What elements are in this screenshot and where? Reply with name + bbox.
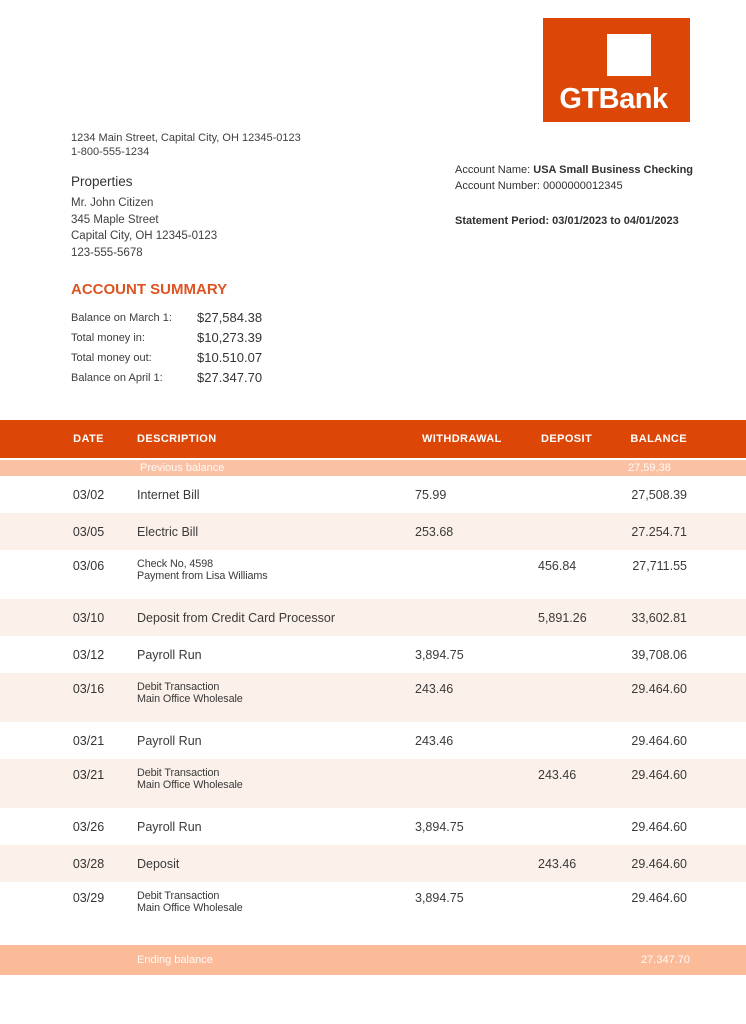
gtbank-logo-square-icon [607,34,651,76]
transaction-description [137,857,415,871]
transaction-deposit [530,882,628,891]
account-summary-title: ACCOUNT SUMMARY [71,281,228,298]
ending-balance-value: 27.347.70 [641,954,690,966]
account-summary [71,281,262,388]
description-line2: Main Office Wholesale [137,692,243,705]
transaction-date: 03/16 [72,682,105,696]
transaction-date: 03/29 [72,891,105,905]
transaction-withdrawal: 243.46 [415,733,454,748]
description-line1: Internet Bill [137,487,200,502]
statement-header [0,0,746,420]
transaction-date: 03/05 [72,524,105,539]
summary-label: Balance on April 1: [71,372,163,384]
transaction-description [137,759,415,791]
ending-balance-row [0,945,746,975]
transaction-description [137,488,415,502]
transaction-deposit [530,673,628,682]
customer-name: Mr. John Citizen [71,197,154,209]
transaction-withdrawal: 3,894.75 [415,819,464,834]
description-line1: Debit Transaction [137,681,220,693]
transaction-date: 03/21 [72,733,105,748]
customer-city: Capital City, OH 12345-0123 [71,230,218,242]
transaction-withdrawal: 75.99 [415,487,447,502]
table-row [0,550,746,599]
account-number-label: Account Number: [455,180,544,192]
description-line1: Payroll Run [137,819,202,834]
transaction-balance: 29.464.60 [631,891,687,905]
transaction-balance: 29.464.60 [631,768,687,782]
table-row [0,513,746,550]
gtbank-logo-text: GTBank [559,83,668,115]
header-withdrawal: WITHDRAWAL [422,433,502,445]
customer-heading: Properties [71,174,133,189]
table-row [0,476,746,513]
transaction-balance: 27,711.55 [632,559,687,573]
transaction-deposit: 243.46 [538,768,577,782]
table-row [0,759,746,808]
table-row [0,845,746,882]
transaction-description [137,673,415,705]
account-name-line [455,162,693,178]
transaction-balance: 29.464.60 [631,682,687,696]
transaction-deposit: 243.46 [538,856,577,871]
transaction-description [137,525,415,539]
transaction-balance: 29.464.60 [631,733,687,748]
summary-label: Balance on March 1: [71,312,172,324]
gtbank-logo [543,18,690,122]
transaction-withdrawal [415,759,530,768]
transaction-withdrawal: 3,894.75 [415,647,464,662]
transaction-deposit: 5,891.26 [538,610,587,625]
summary-label: Total money out: [71,352,152,364]
previous-balance-value: 27,59,38 [628,462,671,474]
transaction-withdrawal: 243.46 [415,682,454,696]
transaction-description [137,611,415,625]
transaction-withdrawal: 253.68 [415,524,454,539]
header-description: DESCRIPTION [137,433,217,445]
transaction-description [137,648,415,662]
description-line1: Debit Transaction [137,890,220,902]
transaction-description [137,820,415,834]
previous-balance-label: Previous balance [140,462,225,474]
summary-value: $27.347.70 [197,370,263,385]
table-row [0,673,746,722]
transaction-date: 03/26 [72,819,105,834]
account-number-value: 0000000012345 [543,180,623,192]
description-line2: Main Office Wholesale [137,901,243,914]
previous-balance-row [0,460,746,476]
summary-label: Total money in: [71,332,145,344]
table-row [0,808,746,845]
transaction-date: 03/06 [72,559,105,573]
transaction-date: 03/02 [72,487,105,502]
description-line1: Deposit [137,856,180,871]
transaction-description [137,734,415,748]
transaction-date: 03/21 [72,768,105,782]
customer-phone: 123-555-5678 [71,246,143,259]
table-body [0,476,746,931]
summary-value: $27,584.38 [197,310,263,325]
ending-gap [0,931,746,945]
summary-value: $10,273.39 [197,330,263,345]
description-line1: Payroll Run [137,647,202,662]
bank-contact-block [71,131,301,159]
transaction-deposit: 456.84 [538,559,577,573]
header-date: DATE [73,433,104,445]
transaction-balance: 29.464.60 [631,819,687,834]
transaction-withdrawal: 3,894.75 [415,891,464,905]
account-info-block [455,162,693,229]
table-row [0,599,746,636]
table-row [0,882,746,931]
account-name-value: USA Small Business Checking [533,164,694,176]
ending-balance-label: Ending balance [137,954,213,966]
description-line1: Deposit from Credit Card Processor [137,610,335,625]
bank-phone: 1-800-555-1234 [71,146,150,158]
account-summary-grid [71,308,262,388]
table-row [0,722,746,759]
transaction-date: 03/10 [72,610,105,625]
description-line1: Check No, 4598 [137,558,214,570]
table-header-row [0,420,746,458]
table-row [0,636,746,673]
description-line1: Payroll Run [137,733,202,748]
account-number-line [455,178,693,194]
header-deposit: DEPOSIT [541,433,593,445]
transaction-table [0,420,746,975]
description-line1: Debit Transaction [137,767,220,779]
description-line2: Main Office Wholesale [137,778,243,791]
transaction-description [137,550,415,582]
description-line1: Electric Bill [137,524,199,539]
summary-value: $10.510.07 [197,350,263,365]
customer-block [71,174,217,261]
customer-street: 345 Maple Street [71,213,159,226]
statement-period: Statement Period: 03/01/2023 to 04/01/2023 [455,215,679,227]
transaction-balance: 27,508.39 [631,487,687,502]
transaction-date: 03/28 [72,856,105,871]
transaction-description [137,882,415,914]
bank-address: 1234 Main Street, Capital City, OH 12345-0123 [71,132,301,144]
transaction-balance: 33,602.81 [631,610,687,625]
transaction-withdrawal [415,550,530,559]
transaction-balance: 39,708.06 [631,647,687,662]
transaction-balance: 27.254.71 [631,524,687,539]
account-name-label: Account Name: [455,164,534,176]
transaction-date: 03/12 [72,647,105,662]
header-balance: BALANCE [630,433,687,445]
description-line2: Payment from Lisa Williams [137,569,268,582]
transaction-balance: 29.464.60 [631,856,687,871]
